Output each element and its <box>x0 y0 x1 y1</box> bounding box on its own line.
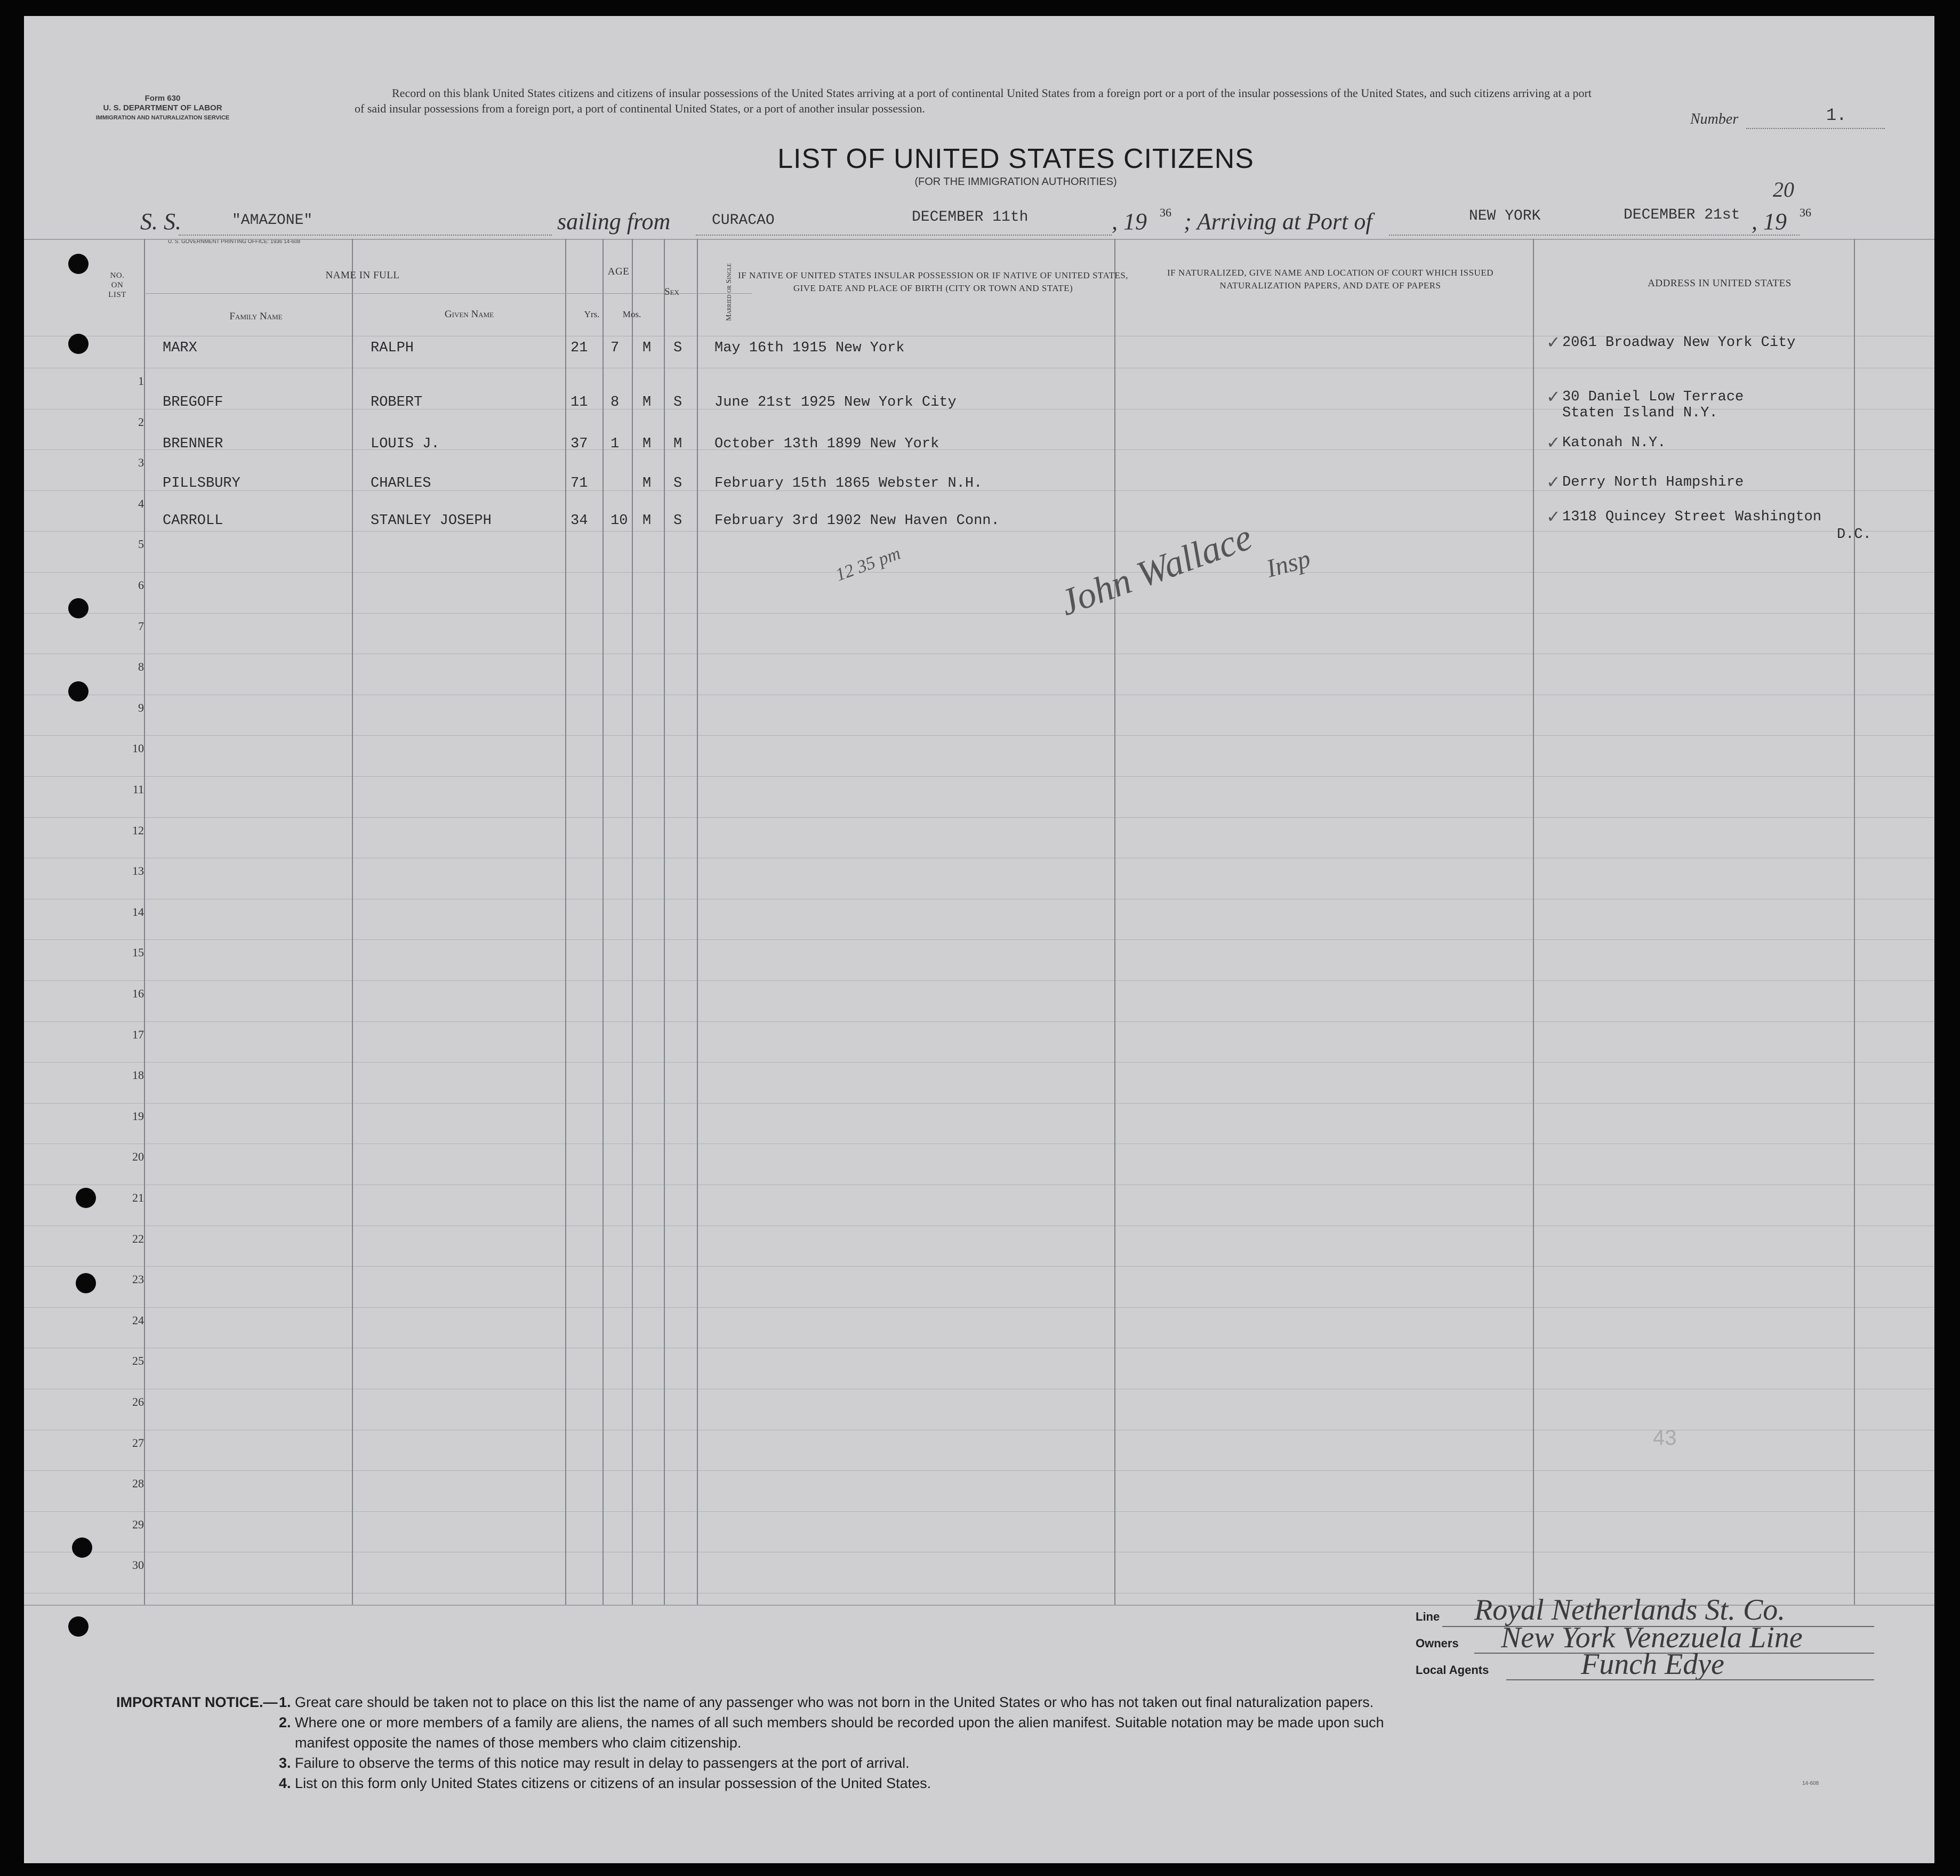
agents-value: Funch Edye <box>1581 1648 1724 1681</box>
row-rule <box>24 817 1934 818</box>
header-mos: Mos. <box>622 309 641 319</box>
passenger-family-name: PILLSBURY <box>163 476 240 492</box>
column-rule <box>1854 239 1855 1605</box>
row-rule <box>24 939 1934 940</box>
column-rule <box>603 239 604 1605</box>
passenger-family-name: MARX <box>163 340 197 356</box>
row-number: 11 <box>132 783 144 796</box>
notice-item-3-text: Failure to observe the terms of this notice may result in delay to passengers at the port of arrival. <box>295 1755 910 1771</box>
column-rule <box>697 239 698 1605</box>
row-rule <box>24 572 1934 573</box>
page-subtitle: (FOR THE IMMIGRATION AUTHORITIES) <box>914 176 1117 188</box>
row-number: 8 <box>138 660 144 673</box>
header-birth: IF NATIVE OF UNITED STATES INSULAR POSSESSION OR IF NATIVE OF UNITED STATES, GIVE DATE AND PLACE OF BIRTH (CITY OR TOWN AND STATE) <box>738 270 1128 293</box>
ship-name: "AMAZONE" <box>232 212 313 229</box>
row-rule <box>24 613 1934 614</box>
header-sex: Sex <box>664 286 679 297</box>
ship-line <box>179 235 552 236</box>
header-married-single: Married or Single <box>725 263 733 321</box>
date-from-line <box>696 235 1112 236</box>
header-naturalized: IF NATURALIZED, GIVE NAME AND LOCATION OF COURT WHICH ISSUED NATURALIZATION PAPERS, AND DATE OF PAPERS <box>1167 268 1493 291</box>
checkmark-icon: ✓ <box>1546 433 1561 452</box>
inspector-signature: John Wallace <box>1055 516 1258 624</box>
passenger-age-months: 8 <box>611 394 620 410</box>
passenger-marital-status: M <box>673 436 682 452</box>
row-rule <box>24 1266 1934 1267</box>
row-rule <box>24 1307 1934 1308</box>
checkmark-icon: ✓ <box>1546 507 1561 526</box>
notice-item-4-num: 4. <box>279 1775 291 1791</box>
row-rule <box>24 1511 1934 1512</box>
stamp-number: 43 <box>1653 1426 1677 1450</box>
column-rule <box>664 239 665 1605</box>
port-from: CURACAO <box>712 212 775 229</box>
row-number: 26 <box>132 1395 144 1408</box>
checkmark-icon: ✓ <box>1546 387 1561 406</box>
binder-hole <box>76 1273 96 1293</box>
passenger-sex: M <box>642 513 652 529</box>
row-number: 15 <box>132 946 144 959</box>
passenger-address-line: Derry North Hampshire <box>1562 474 1744 490</box>
page-title: LIST OF UNITED STATES CITIZENS <box>777 143 1254 174</box>
row-number: 25 <box>132 1354 144 1367</box>
notice-item-3-num: 3. <box>279 1755 291 1771</box>
header-no-on-list <box>88 271 147 300</box>
row-number: 3 <box>138 456 144 469</box>
passenger-address-line: Katonah N.Y. <box>1562 435 1666 451</box>
notice-item-4-text: List on this form only United States citizens or citizens of an insular possession of the United States. <box>295 1775 931 1791</box>
passenger-age-months: 7 <box>611 340 620 356</box>
passenger-birth: February 15th 1865 Webster N.H. <box>714 476 983 492</box>
sailing-from-label: sailing from <box>557 208 671 235</box>
notice-item-2 <box>279 1713 1878 1732</box>
row-number: 20 <box>132 1150 144 1163</box>
row-number: 29 <box>132 1518 144 1531</box>
row-number: 28 <box>132 1477 144 1490</box>
row-rule <box>24 1103 1934 1104</box>
binder-hole <box>76 1188 96 1208</box>
row-number: 7 <box>138 619 144 633</box>
row-rule <box>24 776 1934 777</box>
binder-hole <box>68 334 89 354</box>
passenger-family-name: BREGOFF <box>163 394 223 410</box>
passenger-address-line: Staten Island N.Y. <box>1562 405 1718 421</box>
notice-item-1-num: 1. <box>279 1694 291 1710</box>
number-line <box>1746 128 1885 129</box>
checkmark-icon: ✓ <box>1546 333 1561 352</box>
passenger-sex: M <box>642 394 652 410</box>
header-age: AGE <box>607 266 630 277</box>
row-number: 4 <box>138 497 144 510</box>
passenger-age-months: 10 <box>611 513 628 529</box>
notice-item-3 <box>279 1753 1878 1773</box>
row-number: 9 <box>138 701 144 714</box>
passenger-address-line: 1318 Quincey Street Washington <box>1562 509 1822 525</box>
notice-item-1-text: Great care should be taken not to place on this list the name of any passenger who was not born in the United States or who has not taken out final naturalization papers. <box>295 1694 1374 1710</box>
header-given-name: Given Name <box>444 309 494 320</box>
row-number: 27 <box>132 1436 144 1450</box>
passenger-marital-status: S <box>673 476 682 492</box>
checkmark-icon: ✓ <box>1546 472 1561 492</box>
ss-label: S. S. <box>140 208 181 235</box>
notice-item-2-num: 2. <box>279 1714 291 1730</box>
binder-hole <box>68 681 89 702</box>
arriving-label: ; Arriving at Port of <box>1184 208 1372 235</box>
passenger-family-name: BRENNER <box>163 436 223 452</box>
column-rule <box>565 239 566 1605</box>
row-number: 30 <box>132 1558 144 1572</box>
owners-label: Owners <box>1416 1637 1459 1650</box>
header-yrs: Yrs. <box>584 309 600 319</box>
passenger-marital-status: S <box>673 394 682 410</box>
notice-heading: IMPORTANT NOTICE.— <box>116 1694 278 1710</box>
header-family-name: Family Name <box>229 311 283 322</box>
row-number: 18 <box>132 1068 144 1082</box>
header-no-line1: NO. <box>110 271 125 280</box>
line-value: Royal Netherlands St. Co. <box>1474 1593 1786 1627</box>
column-rule <box>632 239 633 1605</box>
date-correction: 20 <box>1773 178 1794 202</box>
column-rule <box>144 239 145 1605</box>
passenger-age-months: 1 <box>611 436 620 452</box>
time-note: 12 35 pm <box>833 543 903 585</box>
line-label: Line <box>1416 1610 1440 1623</box>
service-name: IMMIGRATION AND NATURALIZATION SERVICE <box>95 115 230 121</box>
passenger-birth: May 16th 1915 New York <box>714 340 905 356</box>
passenger-given-name: CHARLES <box>371 476 431 492</box>
passenger-family-name: CARROLL <box>163 513 223 529</box>
passenger-age-years: 21 <box>571 340 588 356</box>
notice-code: 14-608 <box>1802 1781 1819 1786</box>
row-number: 16 <box>132 987 144 1000</box>
passenger-age-years: 34 <box>571 513 588 529</box>
header-no-line2: ON <box>111 281 124 289</box>
row-number: 21 <box>132 1191 144 1204</box>
binder-hole <box>68 1616 89 1637</box>
passenger-marital-status: S <box>673 513 682 529</box>
row-number: 19 <box>132 1109 144 1123</box>
row-number: 12 <box>132 824 144 837</box>
passenger-given-name: LOUIS J. <box>371 436 440 452</box>
header-address: ADDRESS IN UNITED STATES <box>1648 278 1792 289</box>
row-number: 24 <box>132 1314 144 1327</box>
column-rule <box>1533 239 1534 1605</box>
manifest-sheet <box>24 16 1934 1863</box>
passenger-sex: M <box>642 340 652 356</box>
passenger-birth: February 3rd 1902 New Haven Conn. <box>714 513 1000 529</box>
date-from: DECEMBER 11th <box>912 209 1029 226</box>
year-to: 36 <box>1800 206 1811 219</box>
column-rule <box>1114 239 1115 1605</box>
year-prefix-to: , 19 <box>1752 208 1787 235</box>
form-identifier <box>67 94 259 123</box>
port-to: NEW YORK <box>1469 208 1541 224</box>
notice-item-1 <box>279 1693 1878 1712</box>
form-number: Form 630 <box>144 94 181 103</box>
year-prefix-from: , 19 <box>1112 208 1147 235</box>
table-top-rule <box>24 239 1934 240</box>
row-rule <box>24 735 1934 736</box>
passenger-address-line: D.C. <box>1837 527 1871 543</box>
notice-item-2-cont <box>295 1733 1894 1752</box>
row-number: 14 <box>132 905 144 919</box>
year-from: 36 <box>1160 206 1171 219</box>
date-to-line <box>1389 235 1800 236</box>
row-number: 2 <box>138 415 144 429</box>
row-number: 22 <box>132 1232 144 1245</box>
row-rule <box>24 980 1934 981</box>
passenger-address-line: 30 Daniel Low Terrace <box>1562 389 1744 405</box>
passenger-address-line: 2061 Broadway New York City <box>1562 335 1796 351</box>
binder-hole <box>68 254 89 274</box>
instructions-text: Record on this blank United States citizens and citizens of insular possessions of the United States arriving at a port of continental United States from a foreign port or a port of the insular possessions of the United States, and such citizens arriving at a port of said insular possessions from a foreign port, a port of continental United States, or a port of another insular possession. <box>355 86 1592 115</box>
passenger-given-name: STANLEY JOSEPH <box>371 513 492 529</box>
notice-item-4 <box>279 1774 1878 1793</box>
row-rule <box>24 1021 1934 1022</box>
header-no-line3: LIST <box>108 291 126 299</box>
column-rule <box>352 239 353 1605</box>
passenger-marital-status: S <box>673 340 682 356</box>
row-rule <box>24 531 1934 532</box>
passenger-given-name: ROBERT <box>371 394 423 410</box>
passenger-age-years: 37 <box>571 436 588 452</box>
passenger-age-years: 71 <box>571 476 588 492</box>
passenger-sex: M <box>642 476 652 492</box>
row-number: 10 <box>132 742 144 755</box>
number-value: 1. <box>1826 106 1847 125</box>
passenger-sex: M <box>642 436 652 452</box>
row-number: 1 <box>138 374 144 388</box>
row-rule <box>24 1470 1934 1471</box>
department-name: U. S. DEPARTMENT OF LABOR <box>103 103 222 112</box>
printing-note: U. S. GOVERNMENT PRINTING OFFICE: 1936 14-608 <box>168 239 301 245</box>
row-number: 23 <box>132 1273 144 1286</box>
inspector-title: Insp <box>1263 544 1314 583</box>
agents-rule <box>1506 1679 1874 1680</box>
notice-item-2-cont-text: manifest opposite the names of those members who claim citizenship. <box>295 1735 742 1751</box>
passenger-birth: October 13th 1899 New York <box>714 436 939 452</box>
row-number: 13 <box>132 864 144 877</box>
binder-hole <box>72 1537 92 1558</box>
passenger-birth: June 21st 1925 New York City <box>714 394 957 410</box>
agents-label: Local Agents <box>1416 1663 1489 1677</box>
row-number: 6 <box>138 578 144 592</box>
notice-item-2-text: Where one or more members of a family are aliens, the names of all such members should be recorded upon the alien manifest. Suitable notation may be made upon such <box>295 1714 1384 1730</box>
header-name-in-full: NAME IN FULL <box>325 270 400 281</box>
date-to: DECEMBER 21st <box>1624 207 1740 223</box>
owners-value: New York Venezuela Line <box>1501 1621 1803 1654</box>
passenger-age-years: 11 <box>571 394 588 410</box>
passenger-given-name: RALPH <box>371 340 414 356</box>
binder-hole <box>68 598 89 618</box>
row-number: 5 <box>138 537 144 551</box>
row-number: 17 <box>132 1028 144 1041</box>
number-label: Number <box>1690 111 1739 127</box>
